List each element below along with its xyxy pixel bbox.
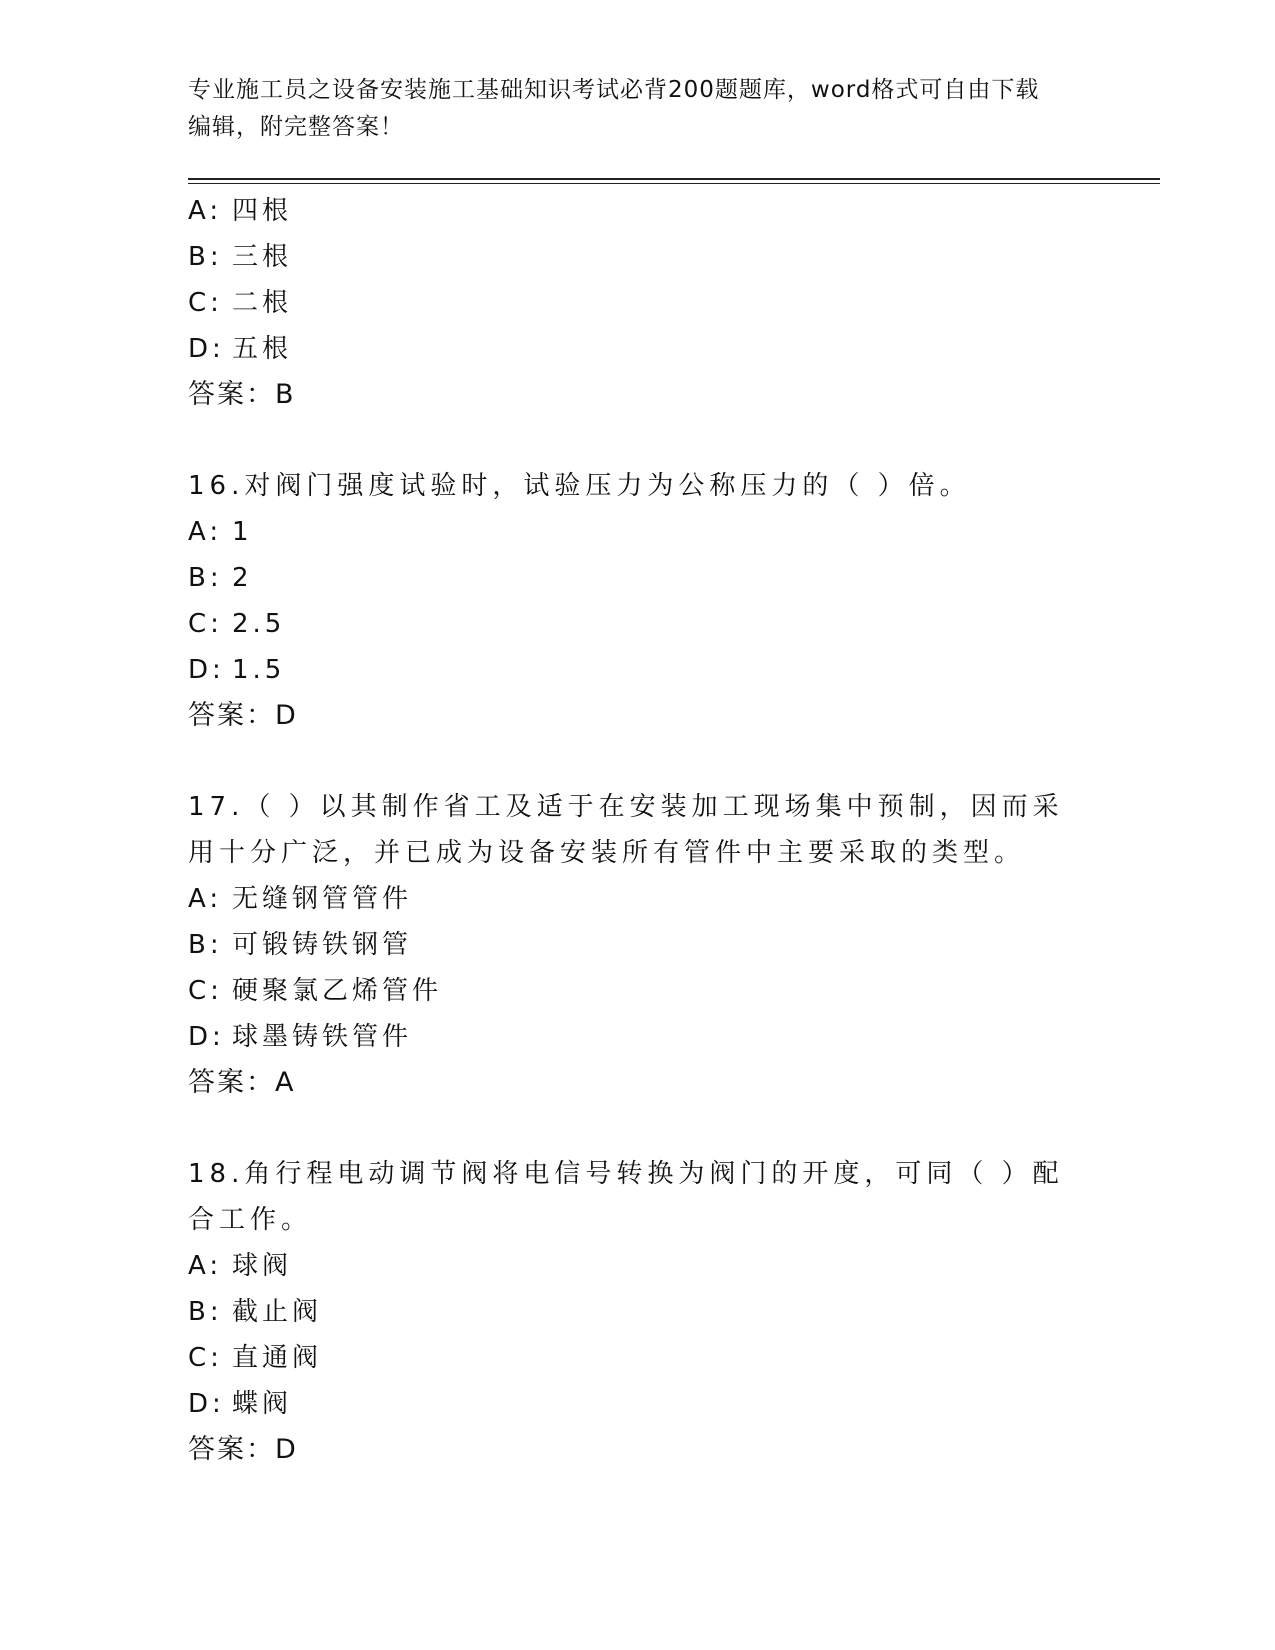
option-text: 二根 xyxy=(232,288,293,318)
option-d xyxy=(188,1381,1088,1427)
option-c xyxy=(188,601,1088,647)
question-stem: 18.角行程电动调节阀将电信号转换为阀门的开度，可同（ ）配合工作。 xyxy=(188,1159,1064,1235)
header-title-line1: 专业施工员之设备安装施工基础知识考试必背200题题库，word格式可自由下载 xyxy=(188,77,1040,103)
option-label: B: xyxy=(188,563,223,593)
answer-line: 答案：D xyxy=(188,1434,298,1465)
question-15 xyxy=(188,188,1088,418)
option-d xyxy=(188,1014,1088,1060)
header-title-line2: 编辑，附完整答案！ xyxy=(188,114,404,140)
question-stem: 16.对阀门强度试验时，试验压力为公称压力的（ ）倍。 xyxy=(188,471,971,501)
option-text: 球墨铸铁管件 xyxy=(232,1022,413,1052)
option-text: 五根 xyxy=(232,334,293,364)
option-label: C: xyxy=(188,976,223,1006)
answer-line: 答案：D xyxy=(188,700,298,731)
option-text: 蝶阀 xyxy=(232,1389,293,1419)
option-label: A: xyxy=(188,884,223,914)
question-18 xyxy=(188,1151,1088,1473)
option-label: D: xyxy=(188,1389,225,1419)
option-text: 直通阀 xyxy=(232,1343,323,1373)
option-a xyxy=(188,1243,1088,1289)
option-text: 1 xyxy=(232,517,253,547)
answer-line: 答案：B xyxy=(188,379,296,410)
option-label: C: xyxy=(188,288,223,318)
option-text: 硬聚氯乙烯管件 xyxy=(232,976,443,1006)
option-c xyxy=(188,280,1088,326)
option-label: B: xyxy=(188,930,223,960)
document-header xyxy=(188,72,1088,146)
header-divider-thick xyxy=(188,178,1160,180)
option-a xyxy=(188,188,1088,234)
option-label: B: xyxy=(188,242,223,272)
option-text: 四根 xyxy=(232,196,293,226)
option-label: D: xyxy=(188,334,225,364)
option-label: D: xyxy=(188,1022,225,1052)
option-label: D: xyxy=(188,655,225,685)
option-label: C: xyxy=(188,609,223,639)
option-a xyxy=(188,509,1088,555)
option-d xyxy=(188,326,1088,372)
option-text: 可锻铸铁钢管 xyxy=(232,930,413,960)
option-a xyxy=(188,876,1088,922)
option-label: C: xyxy=(188,1343,223,1373)
option-label: A: xyxy=(188,517,223,547)
option-b xyxy=(188,234,1088,280)
option-text: 1.5 xyxy=(232,655,286,685)
option-text: 截止阀 xyxy=(232,1297,323,1327)
option-label: A: xyxy=(188,1251,223,1281)
question-16 xyxy=(188,463,1088,739)
option-text: 2.5 xyxy=(232,609,286,639)
option-label: B: xyxy=(188,1297,223,1327)
header-divider-thin xyxy=(188,183,1160,184)
question-17 xyxy=(188,784,1088,1106)
option-label: A: xyxy=(188,196,223,226)
option-b xyxy=(188,922,1088,968)
answer-line: 答案：A xyxy=(188,1067,296,1098)
option-c xyxy=(188,968,1088,1014)
option-d xyxy=(188,647,1088,693)
option-text: 球阀 xyxy=(232,1251,293,1281)
option-b xyxy=(188,1289,1088,1335)
option-b xyxy=(188,555,1088,601)
option-c xyxy=(188,1335,1088,1381)
question-stem: 17.（ ）以其制作省工及适于在安装加工现场集中预制，因而采用十分广泛，并已成为设备安装所有管件中主要采取的类型。 xyxy=(188,792,1064,868)
option-text: 2 xyxy=(232,563,253,593)
option-text: 无缝钢管管件 xyxy=(232,884,413,914)
question-list xyxy=(188,188,1088,1473)
option-text: 三根 xyxy=(232,242,293,272)
